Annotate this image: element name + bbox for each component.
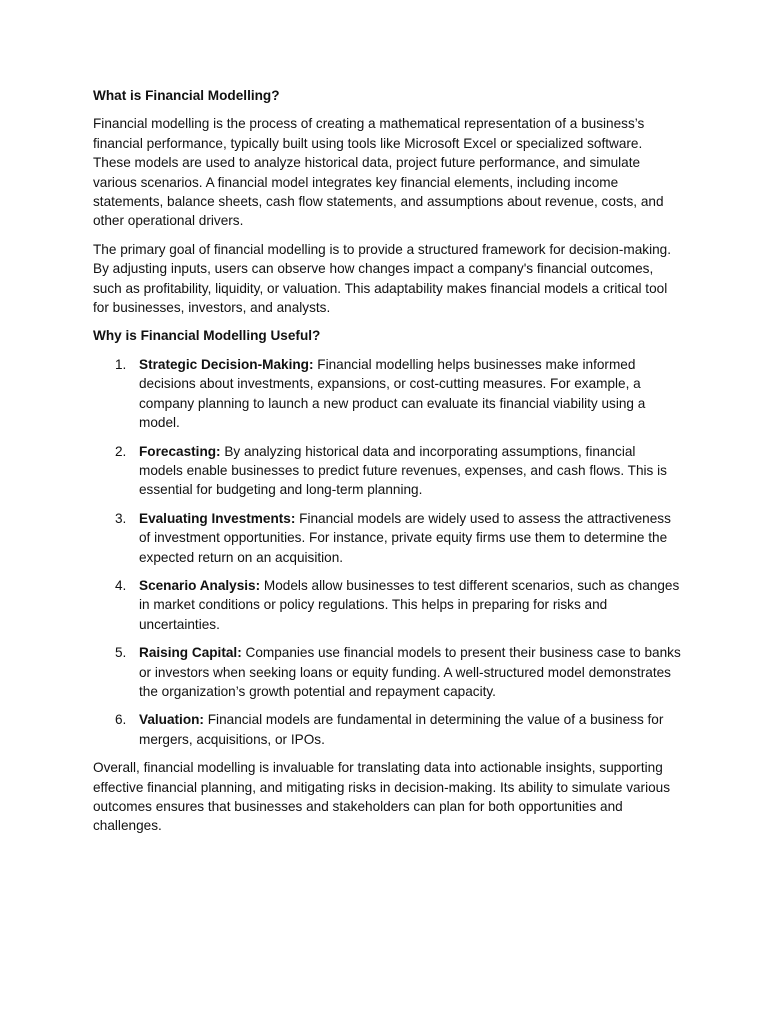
list-number: 2.: [115, 443, 127, 459]
list-number: 5.: [115, 645, 127, 661]
list-term: Strategic Decision-Making:: [139, 356, 314, 372]
paragraph-conclusion: Overall, financial modelling is invaluable for translating data into actionable insights, supporting effective financial planning, and mitigating risks in decision-making. Its ability to simulate various outcomes ensures that businesses and stakeholders can plan for both opportunities and challenges.: [93, 760, 671, 834]
list-text: Models allow businesses to test different scenarios, such as changes in market conditions or policy regulations. This helps in preparing for risks and uncertainties.: [139, 577, 680, 632]
list-term: Evaluating Investments:: [139, 510, 296, 526]
list-item: [93, 576, 683, 634]
list-text: Companies use financial models to present their business case to banks or investors when seeking loans or equity funding. A well-structured model demonstrates the organization’s growth potential and repayment capacity.: [139, 645, 681, 699]
list-item: [93, 509, 683, 567]
list-item: [93, 442, 683, 500]
list-text: Financial models are fundamental in determining the value of a business for mergers, acquisitions, or IPOs.: [139, 712, 664, 747]
list-term: Forecasting:: [139, 443, 221, 459]
list-number: 4.: [115, 577, 127, 593]
list-number: 1.: [115, 356, 127, 372]
list-term: Scenario Analysis:: [139, 577, 261, 593]
paragraph-definition: Financial modelling is the process of creating a mathematical representation of a business’s financial performance, typically built using tools like Microsoft Excel or specialized software. These models are used to analyze historical data, project future performance, and simulate various scenarios. A financial model integrates key financial elements, including income statements, balance sheets, cash flow statements, and assumptions about revenue, costs, and other operational drivers.: [93, 116, 664, 229]
list-text: By analyzing historical data and incorporating assumptions, financial models enable businesses to predict future revenues, expenses, and cash flows. This is essential for budgeting and long-term planning.: [139, 443, 667, 498]
heading-why-useful: Why is Financial Modelling Useful?: [93, 328, 321, 344]
list-text: Financial modelling helps businesses make informed decisions about investments, expansions, or cost-cutting measures. For example, a company planning to launch a new product can evaluate its financial viability using a model.: [139, 356, 646, 431]
list-item: [93, 355, 683, 433]
list-text: Financial models are widely used to assess the attractiveness of investment opportunities. For instance, private equity firms use them to determine the expected return on an acquisition.: [139, 510, 671, 565]
list-item: [93, 710, 683, 749]
paragraph-primary-goal: The primary goal of financial modelling is to provide a structured framework for decision-making. By adjusting inputs, users can observe how changes impact a company's financial outcomes, such as profitability, liquidity, or valuation. This adaptability makes financial models a critical tool for businesses, investors, and analysts.: [93, 241, 671, 316]
document-page: [93, 86, 683, 845]
list-term: Valuation:: [139, 712, 204, 728]
list-term: Raising Capital:: [139, 645, 242, 661]
list-item: [93, 643, 683, 701]
list-number: 6.: [115, 712, 127, 728]
heading-what-is-financial-modelling: What is Financial Modelling?: [93, 88, 280, 103]
list-number: 3.: [115, 510, 127, 526]
benefits-list: [93, 355, 683, 749]
